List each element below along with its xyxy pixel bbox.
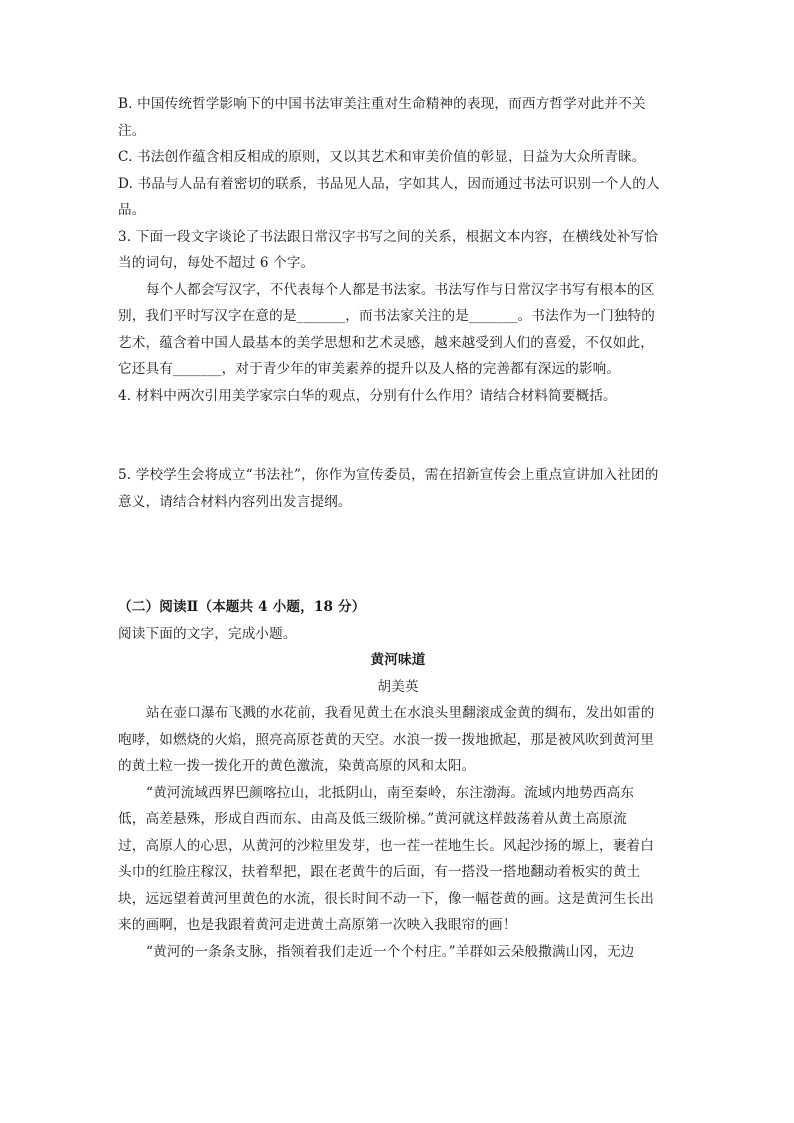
article-paragraph-1-line1: 站在壶口瀑布飞溅的水花前，我看见黄土在水浪头里翻滚成金黄的绸布，发出如雷的 bbox=[146, 705, 655, 721]
section-heading: （二）阅读Ⅱ（本题共 4 小题，18 分） bbox=[118, 599, 366, 615]
answer-space-q5 bbox=[118, 515, 678, 594]
document-page bbox=[118, 91, 678, 965]
article-author: 胡美英 bbox=[377, 678, 419, 695]
option-b-line1: B. 中国传统哲学影响下的中国书法审美注重对生命精神的表现，而西方哲学对此并不关 bbox=[118, 96, 646, 112]
article-paragraph-2-line5: 块，远远望着黄河里黄色的水流，很长时间不动一下，像一幅苍黄的画。这是黄河生长出 bbox=[118, 890, 655, 907]
question-3-passage-line1: 每个人都会写汉字，不代表每个人都是书法家。书法写作与日常汉字书写有根本的区 bbox=[146, 281, 655, 298]
option-b-line2: 注。 bbox=[118, 122, 146, 139]
question-3-passage-line3: 艺术，蕴含着中国人最基本的美学思想和艺术灵感，越来越受到人们的喜爱，不仅如此， bbox=[118, 334, 655, 351]
article-paragraph-3-line1: “黄河的一条条支脉，指领着我们走近一个个村庄。”羊群如云朵般撒满山冈，无边 bbox=[146, 943, 635, 960]
article-paragraph-2-line2: 低，高差悬殊，形成自西而东、由高及低三级阶梯。”黄河就这样鼓荡着从黄土高原流 bbox=[118, 811, 627, 827]
question-4: 4. 材料中两次引用美学家宗白华的观点，分别有什么作用？请结合材料简要概括。 bbox=[118, 387, 617, 404]
article-title: 黄河味道 bbox=[370, 652, 426, 668]
question-5-line1: 5. 学校学生会将成立“书法社”，你作为宣传委员，需在招新宣传会上重点宣讲加入社团的 bbox=[118, 467, 659, 483]
article-paragraph-1-line3: 的黄土粒一拨一拨化开的黄色激流，染黄高原的风和太阳。 bbox=[118, 758, 476, 774]
question-5-line2: 意义，请结合材料内容列出发言提纲。 bbox=[118, 493, 352, 510]
answer-space-q4 bbox=[118, 409, 678, 462]
option-c: C. 书法创作蕴含相反相成的原则，又以其艺术和审美价值的彰显，日益为大众所青睐。 bbox=[118, 149, 646, 165]
reading-instruction: 阅读下面的文字，完成小题。 bbox=[118, 625, 297, 642]
option-d-line2: 品。 bbox=[118, 202, 146, 218]
question-3-passage-line2: 别，我们平时写汉字在意的是_______，而书法家关注的是_______。书法作为一门独特的 bbox=[118, 308, 656, 324]
article-paragraph-1-line2: 咆哮，如燃烧的火焰，照亮高原苍黄的天空。水浪一拨一拨地掀起，那是被风吹到黄河里 bbox=[118, 731, 655, 748]
question-3-passage-line4: 它还具有_______，对于青少年的审美素养的提升以及人格的完善都有深远的影响。 bbox=[118, 361, 621, 377]
article-paragraph-2-line4: 头巾的红脸庄稼汉，扶着犁把，跟在老黄牛的后面，有一搭没一搭地翻动着板实的黄土 bbox=[118, 864, 641, 880]
article-paragraph-2-line3: 过，高原人的心思，从黄河的沙粒里发芽，也一茬一茬地生长。风起沙扬的塬上，裹着白 bbox=[118, 837, 655, 854]
article-paragraph-2-line1: “黄河流域西界巴颜喀拉山，北抵阴山，南至秦岭，东注渤海。流域内地势西高东 bbox=[146, 784, 635, 801]
question-3-line1: 3. 下面一段文字谈论了书法跟日常汉字书写之间的关系，根据文本内容，在横线处补写恰 bbox=[118, 228, 659, 245]
question-3-line2: 当的词句，每处不超过 6 个字。 bbox=[118, 255, 315, 271]
option-d-line1: D. 书品与人品有着密切的联系，书品见人品，字如其人，因而通过书法可识别一个人的人 bbox=[118, 175, 660, 192]
article-paragraph-2-line6: 来的画啊，也是我跟着黄河走进黄土高原第一次映入我眼帘的画！ bbox=[118, 917, 517, 933]
